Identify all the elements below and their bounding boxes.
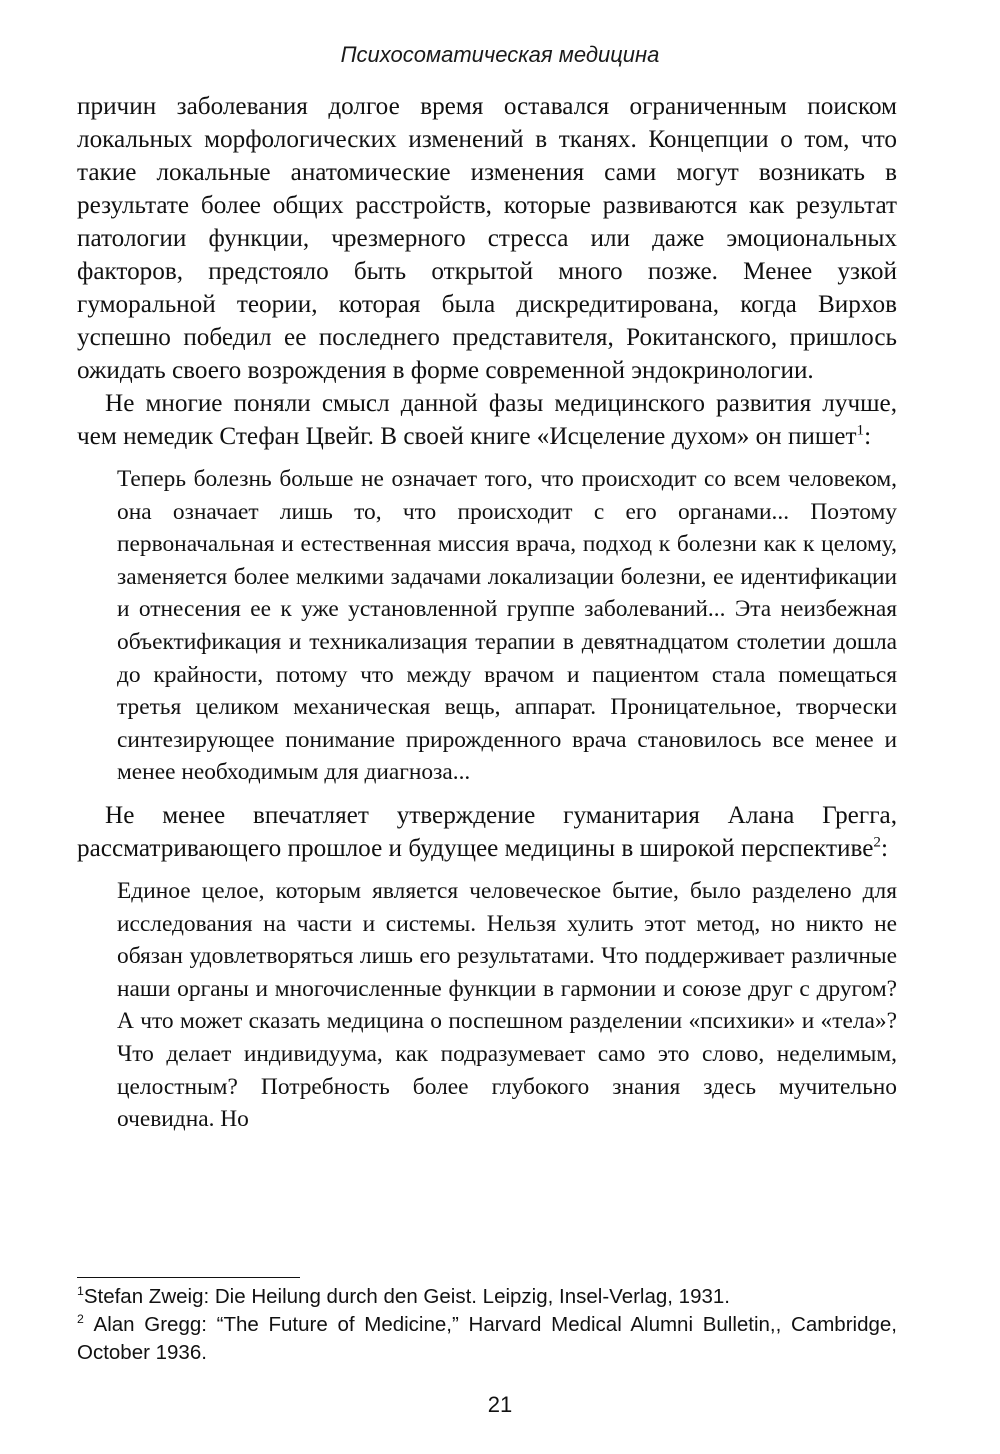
footnote-mark: 1: [77, 1284, 84, 1299]
running-title: Психосоматическая медицина: [340, 42, 660, 67]
block-quote-gregg: Единое целое, которым является человеческое бытие, было разделено для исследования на части и системы. Нельзя хулить этот метод, но никто не обязан удовлетворяться лишь его результатами. Что поддерживает различные наши органы и многочисленные функции в гармонии и союзе друг с другом? А что может сказать медицина о поспешном разделении «психики» и «тела»? Что делает индивидуума, как подразумевает само это слово, неделимым, целостным? Потребность более глубокого знания здесь мучительно очевидна. Но: [117, 877, 897, 1133]
footnote-text: Alan Gregg: “The Future of Medicine,” Harvard Medical Alumni Bulletin,, Cambridge, October 1936.: [77, 1313, 897, 1364]
punctuation: :: [864, 423, 872, 450]
block-quote-zweig: Теперь болезнь больше не означает того, что происходит со всем человеком, она означает лишь то, что происходит с его органами... Поэтому первоначальная и естественная миссия врача, подход к болезни как к целому, заменяется более мелкими задачами локализации болезни, ее идентификации и отнесения ее к уже установленной группе заболеваний... Эта неизбежная объектификация и техникализация терапии в девятнадцатом столетии дошла до крайности, потому что между врачом и пациентом стала помещаться третья целиком механическая вещь, аппарат. Проницательное, творчески синтезирующее понимание прирожденного врача становилось все менее и менее необходимым для диагноза...: [117, 466, 897, 786]
footnote: [77, 1283, 897, 1311]
footnote: [77, 1311, 897, 1367]
page-number: 21: [487, 1392, 513, 1417]
footnote-mark: 2: [77, 1312, 84, 1327]
paragraph-gregg-intro: [77, 799, 897, 865]
paragraph-text: Не менее впечатляет утверждение гуманитария Алана Грегга, рассматривающего прошлое и будущее медицины в широкой перспективе: [77, 801, 897, 862]
paragraph-zweig-intro: [77, 387, 897, 453]
paragraph: причин заболевания долгое время оставался ограниченным поиском локальных морфологических изменений в тканях. Концепции о том, что такие локальные анатомические изменения сами могут возникать в результате более общих расстройств, которые развиваются как результат патологии функции, чрезмерного стресса или даже эмоциональных факторов, предстояло быть открытой много позже. Менее узкой гуморальной теории, которая была дискредитирована, когда Вирхов успешно победил ее последнего представителя, Рокитанского, пришлось ожидать своего возрождения в форме современной эндокринологии.: [77, 93, 897, 384]
main-text: [77, 90, 897, 1146]
footnote-text: Stefan Zweig: Die Heilung durch den Geist. Leipzig, Insel-Verlag, 1931.: [83, 1285, 730, 1308]
footnote-ref: 1: [856, 422, 865, 439]
punctuation: :: [880, 834, 888, 862]
footnote-divider: [77, 1277, 300, 1278]
footnotes: [77, 1283, 897, 1367]
footnote-ref: 2: [873, 834, 881, 851]
paragraph-text: Не многие поняли смысл данной фазы медицинского развития лучше, чем немедик Стефан Цвейг. В своей книге «Исцеление духом» он пишет: [77, 390, 897, 450]
